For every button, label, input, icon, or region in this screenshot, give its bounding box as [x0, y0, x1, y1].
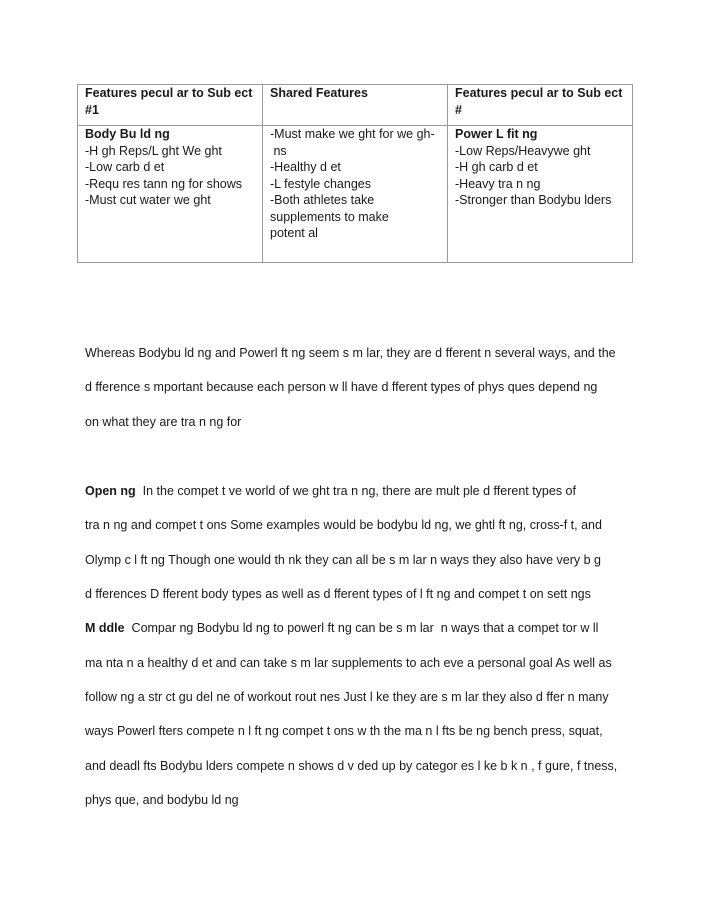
cell-line: -Low Reps/Heavywe ght — [455, 143, 591, 158]
column-subject-2 — [448, 126, 633, 263]
cell-line: -Must cut water we ght — [85, 193, 211, 207]
middle-text: Compar ng Bodybu ld ng to powerl ft ng can be s m lar n ways that a compet tor w ll — [124, 621, 599, 635]
middle-line: phys que, and bodybu ld ng — [85, 793, 239, 807]
cell-line: -Healthy d et — [270, 160, 341, 174]
middle-line — [85, 621, 645, 635]
cell-line: supplements to make — [270, 209, 389, 224]
cell-line: -Low carb d et — [85, 160, 165, 174]
middle-line: follow ng a str ct gu del ne of workout rout nes Just l ke they are s m lar they also d ffer n many — [85, 690, 609, 704]
middle-line: and deadl fts Bodybu lders compete n shows d v ded up by categor es l ke b k n , f gure, f tness, — [85, 759, 618, 773]
cell-line: -Heavy tra n ng — [455, 176, 541, 191]
column-title: Body Bu ld ng — [85, 127, 170, 141]
opening-text: In the compet t ve world of we ght tra n ng, there are mult ple d fferent types of — [135, 484, 576, 498]
header-subject-2: Features pecul ar to Sub ect # — [448, 85, 633, 126]
cell-line: ns — [270, 143, 287, 158]
cell-line: -H gh Reps/L ght We ght — [85, 143, 222, 158]
cell-line: -L festyle changes — [270, 176, 371, 191]
intro-line: on what they are tra n ng for — [85, 415, 242, 429]
cell-line: -Both athletes take — [270, 193, 375, 207]
opening-line — [85, 484, 645, 498]
header-shared: Shared Features — [263, 85, 448, 126]
header-subject-1: Features pecul ar to Sub ect #1 — [78, 85, 263, 126]
middle-label: M ddle — [85, 621, 125, 635]
column-shared — [263, 126, 448, 263]
intro-line: d fference s mportant because each person w ll have d fferent types of phys ques depend ng — [85, 380, 598, 394]
opening-line: d fferences D fferent body types as well as d fferent types of l ft ng and compet t on sett ngs — [85, 587, 591, 601]
cell-line: -H gh carb d et — [455, 160, 538, 174]
cell-line: -Requ res tann ng for shows — [85, 176, 243, 191]
intro-line: Whereas Bodybu ld ng and Powerl ft ng seem s m lar, they are d fferent n several ways, and the — [85, 346, 616, 360]
column-title: Power L ﬁt ng — [455, 127, 538, 141]
cell-line: -Must make we ght for we gh- — [270, 127, 435, 141]
opening-label: Open ng — [85, 484, 136, 498]
table-body-row — [78, 126, 633, 263]
middle-line: ways Powerl fters compete n l ft ng compet t ons w th the ma n l fts be ng bench press, squat, — [85, 724, 603, 738]
middle-line: ma nta n a healthy d et and can take s m lar supplements to ach eve a personal goal As well as — [85, 656, 612, 670]
cell-line: potent al — [270, 226, 318, 240]
opening-line: tra n ng and compet t ons Some examples would be bodybu ld ng, we ghtl ft ng, cross-f t, and — [85, 518, 602, 532]
comparison-table — [77, 84, 633, 263]
opening-line: Olymp c l ft ng Though one would th nk they can all be s m lar n ways they also have very b g — [85, 553, 602, 567]
column-subject-1 — [78, 126, 263, 263]
table-header-row — [78, 85, 633, 126]
cell-line: -Stronger than Bodybu lders — [455, 193, 612, 207]
